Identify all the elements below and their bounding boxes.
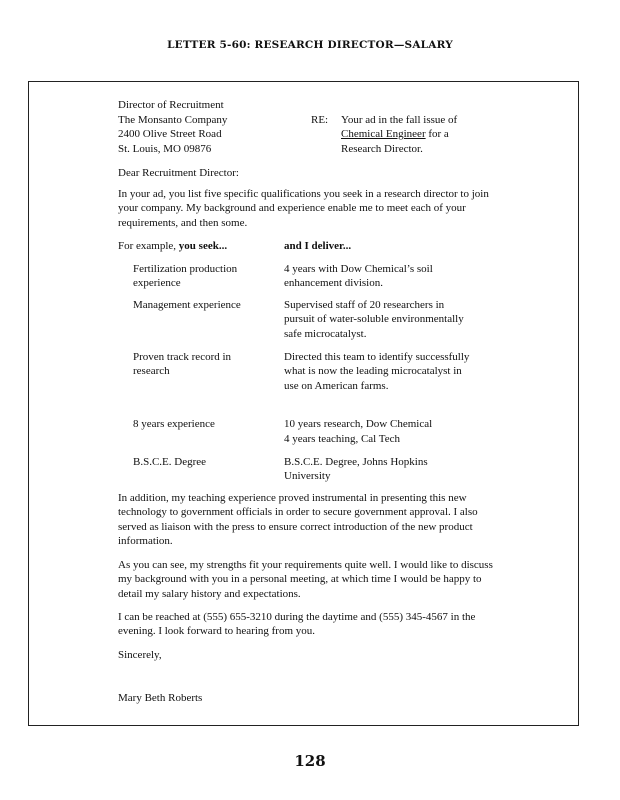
paragraph-teaching: In addition, my teaching experience proved instrumental in presenting this new technology to government officials in order to secure government approval. I also served as liaison with the press to ensure correct introduction of the new product information. bbox=[118, 492, 478, 548]
qualification-deliver-line-1: 10 years research, Dow Chemical bbox=[284, 418, 433, 430]
re-text-1: Your ad in the fall issue of bbox=[341, 114, 458, 126]
paragraph-strengths: As you can see, my strengths fit your requirements quite well. I would like to discuss my background with you in a personal meeting, at which time I would be happy to detail my salary history and expectations. bbox=[118, 559, 493, 600]
qualification-deliver: 4 years with Dow Chemical’s soil enhancement division. bbox=[284, 263, 433, 290]
re-text-3: Research Director. bbox=[341, 143, 423, 155]
recipient-line-4: St. Louis, MO 09876 bbox=[118, 143, 212, 155]
publication-name: Chemical Engineer bbox=[341, 128, 426, 140]
qualification-seek: Fertilization production experience bbox=[133, 263, 238, 290]
page-header: LETTER 5-60: RESEARCH DIRECTOR—SALARY bbox=[167, 39, 453, 51]
qualification-seek: Management experience bbox=[133, 299, 241, 311]
qualification-seek: Proven track record in research bbox=[133, 351, 232, 378]
qualification-deliver: B.S.C.E. Degree, Johns Hopkins University bbox=[284, 456, 428, 483]
qualification-seek: B.S.C.E. Degree bbox=[133, 456, 207, 468]
recipient-line-1: Director of Recruitment bbox=[118, 99, 224, 111]
intro-paragraph: In your ad, you list five specific qualifications you seek in a research director to join your company. My background and experience enable me to meet each of your requirements, and then some. bbox=[118, 188, 489, 229]
qualification-deliver: Directed this team to identify successfully what is now the leading microcatalyst in use on American farms. bbox=[284, 351, 470, 392]
closing: Sincerely, bbox=[118, 649, 162, 661]
signature-name: Mary Beth Roberts bbox=[118, 692, 203, 704]
table-heading-prefix: For example, bbox=[118, 240, 179, 252]
re-label: RE: bbox=[311, 114, 329, 126]
you-seek-label: you seek... bbox=[178, 240, 228, 252]
recipient-line-2: The Monsanto Company bbox=[118, 114, 228, 126]
qualification-deliver-line-2: 4 years teaching, Cal Tech bbox=[284, 433, 401, 445]
table-heading-left bbox=[118, 239, 227, 253]
re-text-2-suffix: for a bbox=[425, 128, 449, 140]
paragraph-contact: I can be reached at (555) 655-3210 during the daytime and (555) 345-4567 in the evening. I look forward to hearing from you. bbox=[118, 611, 476, 638]
qualification-seek: 8 years experience bbox=[133, 418, 215, 430]
table-heading-right: and I deliver... bbox=[284, 240, 352, 252]
salutation: Dear Recruitment Director: bbox=[118, 167, 239, 179]
re-text-2 bbox=[341, 127, 449, 141]
recipient-line-3: 2400 Olive Street Road bbox=[118, 128, 222, 140]
qualification-deliver: Supervised staff of 20 researchers in pursuit of water-soluble environmentally safe microcatalyst. bbox=[284, 299, 464, 340]
page-number: 128 bbox=[294, 752, 326, 770]
